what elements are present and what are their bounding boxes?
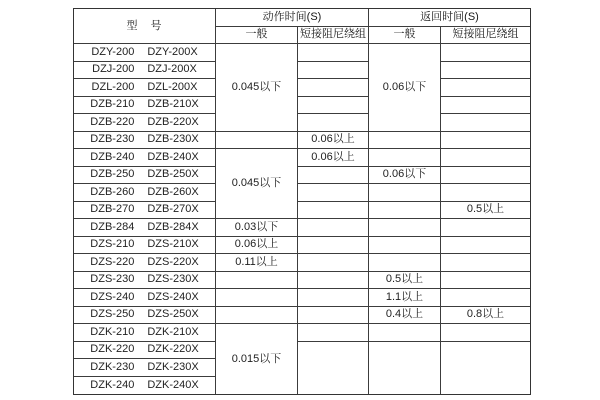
model-row-cell [74, 272, 216, 290]
return-time-general-cell [369, 184, 441, 202]
return-time-damping-cell [441, 219, 530, 237]
model-name-variant: DZS-220X [147, 255, 199, 268]
col-header-return-time: 返回时间(S) [369, 9, 530, 27]
model-row-cell [74, 97, 216, 115]
model-row-cell [74, 62, 216, 80]
return-time-damping-cell [441, 254, 530, 272]
model-name-primary: DZJ-200 [92, 63, 135, 76]
return-time-general-cell [369, 202, 441, 220]
action-time-general-cell: 0.03以下 [216, 219, 298, 237]
model-name-variant: DZJ-200X [147, 63, 197, 76]
model-row-cell [74, 202, 216, 220]
model-name-primary: DZS-220 [90, 255, 135, 268]
model-row-cell [74, 289, 216, 307]
action-time-damping-cell: 0.06以上 [298, 149, 369, 167]
model-row-cell [74, 254, 216, 272]
model-name-variant: DZK-240X [147, 378, 199, 391]
model-name-primary: DZB-270 [90, 203, 135, 216]
action-time-general-cell [216, 132, 298, 150]
col-header-return-damping: 短接阻尼绕组 [441, 27, 530, 45]
model-name-variant: DZB-240X [147, 150, 199, 163]
model-name-primary: DZB-250 [90, 168, 135, 181]
model-name-variant: DZS-210X [147, 238, 199, 251]
action-time-general-cell: 0.045以下 [216, 44, 298, 132]
action-time-damping-cell [298, 272, 369, 290]
action-time-general-cell: 0.045以下 [216, 149, 298, 219]
return-time-general-cell [369, 132, 441, 150]
return-time-damping-cell [441, 149, 530, 167]
model-name-variant: DZB-270X [147, 203, 199, 216]
model-row-cell [74, 219, 216, 237]
return-time-damping-cell [441, 114, 530, 132]
model-name-variant: DZS-250X [147, 308, 199, 321]
model-name-primary: DZS-210 [90, 238, 135, 251]
model-name-variant: DZL-200X [147, 80, 198, 93]
return-time-general-cell [369, 219, 441, 237]
return-time-general-cell [369, 254, 441, 272]
model-name-primary: DZB-210 [90, 98, 135, 111]
col-header-model: 型 号 [74, 9, 216, 44]
action-time-damping-cell [298, 307, 369, 325]
action-time-damping-cell [298, 342, 369, 395]
model-row-cell [74, 149, 216, 167]
return-time-general-cell: 0.4以上 [369, 307, 441, 325]
col-header-action-damping: 短接阻尼绕组 [298, 27, 369, 45]
model-name-variant: DZB-260X [147, 185, 199, 198]
return-time-damping-cell [441, 184, 530, 202]
action-time-general-cell [216, 289, 298, 307]
return-time-damping-cell [441, 324, 530, 342]
action-time-damping-cell [298, 237, 369, 255]
return-time-damping-cell [441, 44, 530, 62]
action-time-damping-cell [298, 167, 369, 185]
model-row-cell [74, 132, 216, 150]
model-row-cell [74, 167, 216, 185]
model-name-primary: DZK-210 [90, 325, 135, 338]
return-time-general-cell: 1.1以上 [369, 289, 441, 307]
action-time-damping-cell [298, 114, 369, 132]
return-time-damping-cell [441, 132, 530, 150]
model-name-variant: DZK-210X [147, 325, 199, 338]
model-name-variant: DZB-210X [147, 98, 199, 111]
model-row-cell [74, 237, 216, 255]
model-name-primary: DZB-260 [90, 185, 135, 198]
model-row-cell [74, 342, 216, 360]
action-time-damping-cell [298, 202, 369, 220]
return-time-damping-cell: 0.8以上 [441, 307, 530, 325]
model-name-primary: DZS-250 [90, 308, 135, 321]
model-name-variant: DZS-230X [147, 273, 199, 286]
action-time-general-cell: 0.06以上 [216, 237, 298, 255]
model-name-primary: DZL-200 [91, 80, 135, 93]
model-name-primary: DZY-200 [91, 45, 135, 58]
model-name-primary: DZK-240 [90, 378, 135, 391]
action-time-damping-cell [298, 79, 369, 97]
return-time-general-cell: 0.06以下 [369, 167, 441, 185]
return-time-general-cell: 0.06以下 [369, 44, 441, 132]
action-time-damping-cell [298, 97, 369, 115]
model-row-cell [74, 377, 216, 395]
col-header-return-general: 一般 [369, 27, 441, 45]
return-time-damping-cell [441, 272, 530, 290]
col-header-action-general: 一般 [216, 27, 298, 45]
action-time-general-cell: 0.015以下 [216, 324, 298, 394]
action-time-damping-cell [298, 184, 369, 202]
return-time-damping-cell: 0.5以上 [441, 202, 530, 220]
action-time-damping-cell [298, 289, 369, 307]
relay-spec-table [73, 8, 531, 395]
return-time-general-cell [369, 324, 441, 342]
model-row-cell [74, 79, 216, 97]
model-name-primary: DZS-240 [90, 290, 135, 303]
return-time-damping-cell [441, 237, 530, 255]
model-name-variant: DZB-284X [147, 220, 199, 233]
return-time-damping-cell [441, 62, 530, 80]
model-name-variant: DZB-220X [147, 115, 199, 128]
model-name-primary: DZB-230 [90, 133, 135, 146]
return-time-damping-cell [441, 79, 530, 97]
model-name-variant: DZY-200X [147, 45, 198, 58]
action-time-general-cell: 0.11以上 [216, 254, 298, 272]
action-time-damping-cell [298, 44, 369, 62]
model-name-primary: DZS-230 [90, 273, 135, 286]
return-time-damping-cell [441, 167, 530, 185]
model-name-primary: DZB-284 [90, 220, 135, 233]
return-time-general-cell [369, 342, 441, 395]
action-time-damping-cell [298, 219, 369, 237]
model-name-primary: DZK-220 [90, 343, 135, 356]
return-time-damping-cell [441, 342, 530, 395]
model-row-cell [74, 114, 216, 132]
model-name-variant: DZK-230X [147, 360, 199, 373]
model-name-primary: DZB-220 [90, 115, 135, 128]
model-row-cell [74, 184, 216, 202]
model-row-cell [74, 324, 216, 342]
action-time-damping-cell [298, 324, 369, 342]
action-time-general-cell [216, 307, 298, 325]
action-time-damping-cell [298, 62, 369, 80]
action-time-damping-cell: 0.06以上 [298, 132, 369, 150]
model-row-cell [74, 44, 216, 62]
model-name-variant: DZB-250X [147, 168, 199, 181]
return-time-damping-cell [441, 97, 530, 115]
model-name-variant: DZB-230X [147, 133, 199, 146]
model-name-variant: DZS-240X [147, 290, 199, 303]
return-time-damping-cell [441, 289, 530, 307]
return-time-general-cell [369, 237, 441, 255]
model-name-variant: DZK-220X [147, 343, 199, 356]
model-name-primary: DZK-230 [90, 360, 135, 373]
col-header-action-time: 动作时间(S) [216, 9, 369, 27]
return-time-general-cell: 0.5以上 [369, 272, 441, 290]
action-time-general-cell [216, 272, 298, 290]
model-row-cell [74, 307, 216, 325]
action-time-damping-cell [298, 254, 369, 272]
model-row-cell [74, 359, 216, 377]
model-name-primary: DZB-240 [90, 150, 135, 163]
return-time-general-cell [369, 149, 441, 167]
